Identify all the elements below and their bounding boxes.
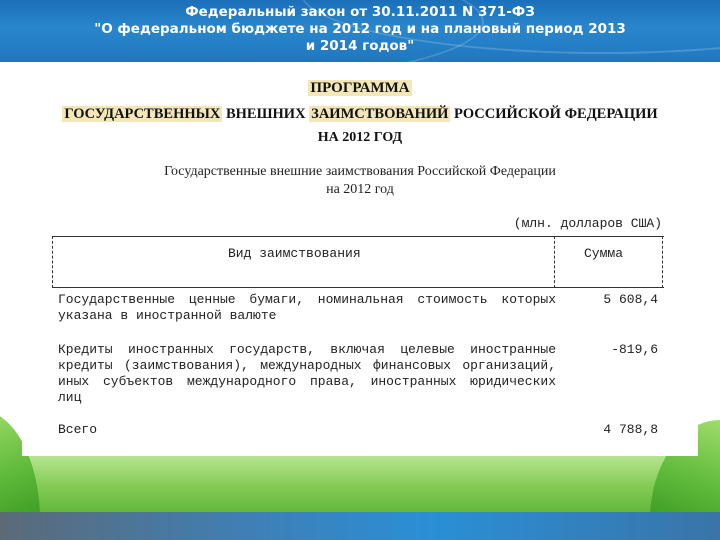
table-row-label: Государственные ценные бумаги, номинальная стоимость которых указана в иностранной валюте xyxy=(58,292,556,323)
footer-bar xyxy=(0,512,720,540)
heading-part: РОССИЙСКОЙ ФЕДЕРАЦИИ xyxy=(454,106,658,122)
column-header-sum: Сумма xyxy=(584,246,624,261)
title-line-1: Федеральный закон от 30.11.2011 N 371-ФЗ xyxy=(185,4,535,20)
slide-title xyxy=(0,4,720,55)
table-header-border xyxy=(52,287,664,288)
program-year: НА 2012 ГОД xyxy=(317,130,403,145)
table-row-total-label: Всего xyxy=(58,422,98,437)
table-row-total-value: 4 788,8 xyxy=(603,422,658,437)
table-subtitle-1: Государственные внешние заимствования Российской Федерации xyxy=(164,164,556,179)
table-subtitle-2: на 2012 год xyxy=(326,182,394,197)
table-left-border xyxy=(52,236,53,288)
table-row-label: Кредиты иностранных государств, включая целевые иностранные кредиты (заимствования), международных финансовых организаций, иных субъектов международного права, иностранных юридических лиц xyxy=(58,342,556,405)
document-scan xyxy=(22,66,698,456)
slide-header xyxy=(0,0,720,62)
title-line-3: и 2014 годов" xyxy=(305,38,415,54)
column-header-type: Вид заимствования xyxy=(228,246,361,261)
program-word: ПРОГРАММА xyxy=(310,80,410,96)
heading-part: ЗАИМСТВОВАНИЙ xyxy=(311,106,449,122)
table-row-value: -819,6 xyxy=(611,342,658,357)
heading-part: ВНЕШНИХ xyxy=(225,106,306,122)
table-top-border xyxy=(52,236,664,237)
program-heading xyxy=(22,80,698,97)
table-column-divider xyxy=(554,236,555,288)
title-line-2: "О федеральном бюджете на 2012 год и на плановый период 2013 xyxy=(94,21,626,37)
green-band xyxy=(0,456,720,514)
table-right-border xyxy=(662,236,663,288)
units-label: (млн. долларов США) xyxy=(513,216,662,231)
table-row-value: 5 608,4 xyxy=(603,292,658,307)
heading-part: ГОСУДАРСТВЕННЫХ xyxy=(64,106,221,122)
program-subheading xyxy=(22,106,698,123)
